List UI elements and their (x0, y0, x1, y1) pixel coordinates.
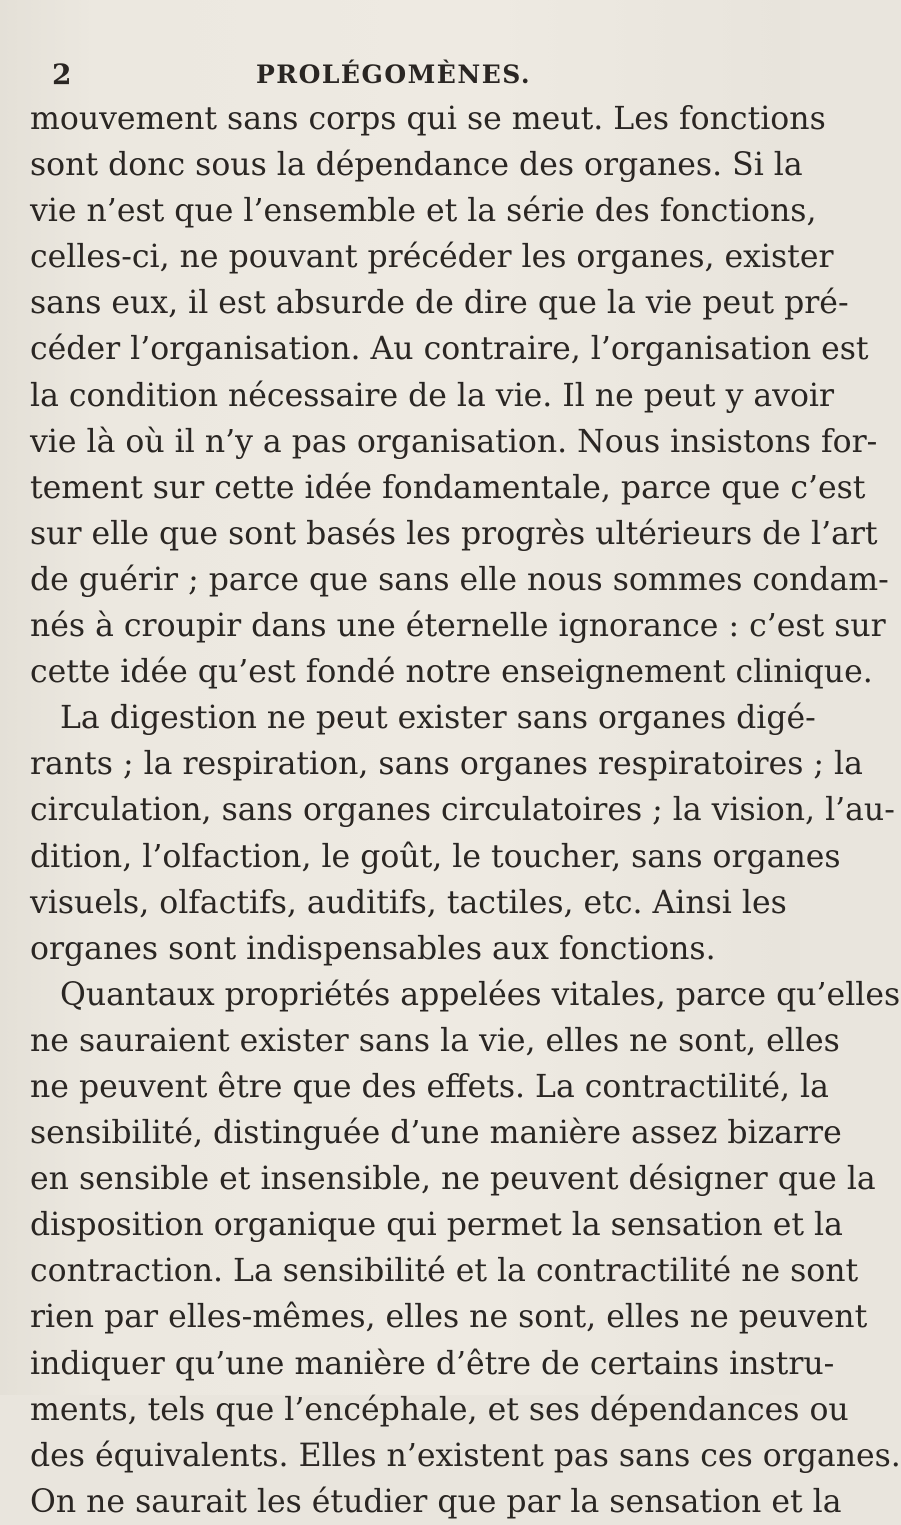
page-header (0, 58, 800, 98)
text-line: indiquer qu’une manière d’être de certains instru- (30, 1345, 835, 1382)
paragraph-start-line: La digestion ne peut exister sans organes digé- (60, 700, 816, 737)
text-line: des équivalents. Elles n’existent pas sans ces organes. (30, 1437, 901, 1474)
text-line: ne sauraient exister sans la vie, elles ne sont, elles (30, 1022, 840, 1059)
text-line: vie n’est que l’ensemble et la série des fonctions, (30, 193, 817, 230)
text-line: mouvement sans corps qui se meut. Les fonctions (30, 101, 826, 137)
text-line: On ne saurait les étudier que par la sensation et la (30, 1483, 842, 1520)
text-line: céder l’organisation. Au contraire, l’organisation est (30, 331, 869, 368)
body-text (30, 96, 901, 1525)
text-line: cette idée qu’est fondé notre enseignement clinique. (30, 654, 873, 691)
text-line: nés à croupir dans une éternelle ignorance : c’est sur (30, 608, 886, 645)
text-line: tement sur cette idée fondamentale, parce que c’est (30, 469, 866, 506)
text-line: sans eux, il est absurde de dire que la vie peut pré- (30, 285, 849, 322)
page-number: 2 (52, 58, 72, 91)
text-line: visuels, olfactifs, auditifs, tactiles, etc. Ainsi les (30, 884, 787, 921)
text-line: sur elle que sont basés les progrès ultérieurs de l’art (30, 515, 878, 552)
text-line: organes sont indispensables aux fonctions. (30, 930, 716, 967)
text-line: ments, tels que l’encéphale, et ses dépendances ou (30, 1391, 849, 1428)
text-line: ne peuvent être que des effets. La contractilité, la (30, 1068, 829, 1105)
text-line: disposition organique qui permet la sensation et la (30, 1207, 843, 1244)
paragraph-start-line: Quantaux propriétés appelées vitales, parce qu’elles (60, 976, 901, 1013)
text-line: sensibilité, distinguée d’une manière assez bizarre (30, 1115, 842, 1152)
text-line: la condition nécessaire de la vie. Il ne peut y avoir (30, 377, 835, 414)
text-line: sont donc sous la dépendance des organes. Si la (30, 147, 803, 184)
text-line: rien par elles-mêmes, elles ne sont, elles ne peuvent (30, 1299, 868, 1336)
text-line: rants ; la respiration, sans organes respiratoires ; la (30, 746, 863, 783)
text-line: circulation, sans organes circulatoires ; la vision, l’au- (30, 792, 895, 829)
text-line: de guérir ; parce que sans elle nous sommes condam- (30, 561, 889, 598)
text-line: contraction. La sensibilité et la contractilité ne sont (30, 1253, 859, 1290)
text-line: vie là où il n’y a pas organisation. Nous insistons for- (30, 423, 878, 460)
running-title: PROLÉGOMÈNES. (256, 60, 532, 89)
text-line: celles-ci, ne pouvant précéder les organes, exister (30, 239, 834, 276)
text-line: dition, l’olfaction, le goût, le toucher, sans organes (30, 838, 841, 875)
text-line: en sensible et insensible, ne peuvent désigner que la (30, 1161, 876, 1198)
